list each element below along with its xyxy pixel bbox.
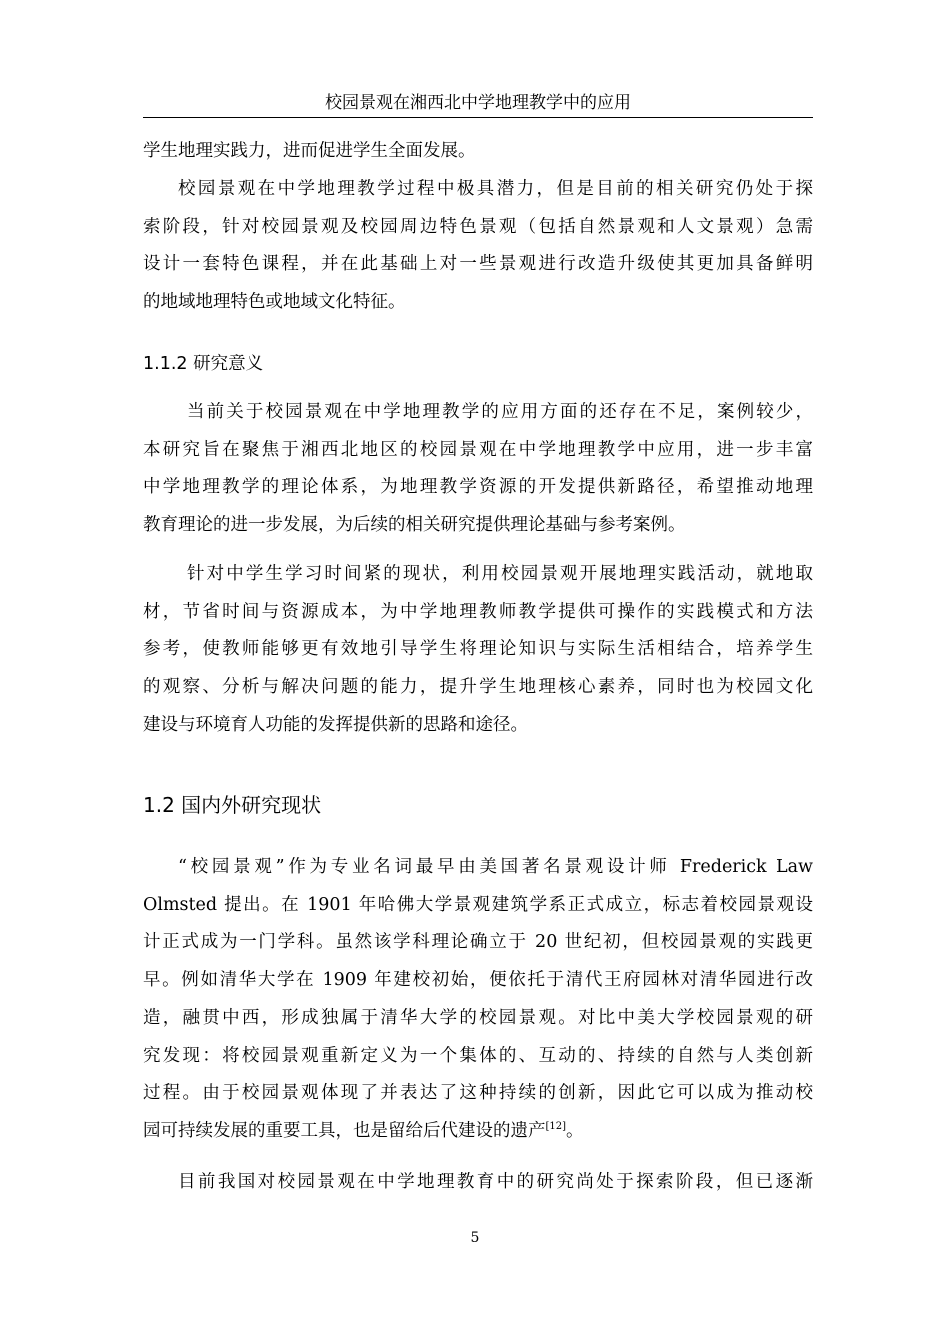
text-line: 究发现：将校园景观重新定义为一个集体的、互动的、持续的自然与人类创新 xyxy=(143,1045,813,1066)
paragraph-significance-practice xyxy=(143,556,813,745)
text-line: 本研究旨在聚焦于湘西北地区的校园景观在中学地理教学中应用，进一步丰富 xyxy=(143,439,813,460)
paragraph-significance-theory xyxy=(143,394,813,545)
text-line: 设计一套特色课程，并在此基础上对一些景观进行改造升级使其更加具备鲜明 xyxy=(143,254,813,275)
text-line: 参考，使教师能够更有效地引导学生将理论知识与实际生活相结合，培养学生 xyxy=(143,639,813,660)
running-header: 校园景观在湘西北中学地理教学中的应用 xyxy=(143,92,813,118)
text-line: 材，节省时间与资源成本，为中学地理教师教学提供可操作的实践模式和方法 xyxy=(143,601,813,622)
text-line: 建设与环境育人功能的发挥提供新的思路和途径。 xyxy=(143,714,528,735)
end-punctuation: 。 xyxy=(566,1120,584,1141)
page-number: 5 xyxy=(470,1230,480,1246)
text-line-with-citation xyxy=(143,1113,813,1151)
text-line: 索阶段，针对校园景观及校园周边特色景观（包括自然景观和人文景观）急需 xyxy=(143,216,813,237)
text-line: 的观察、分析与解决问题的能力，提升学生地理核心素养，同时也为校园文化 xyxy=(143,677,813,698)
text-line: 中学地理教学的理论体系，为地理教学资源的开发提供新路径，希望推动地理 xyxy=(143,477,813,498)
text-line: 当前关于校园景观在中学地理教学的应用方面的还存在不足，案例较少， xyxy=(187,402,813,422)
text-line: 园可持续发展的重要工具，也是留给后代建设的遗产 xyxy=(143,1120,546,1141)
text-line: 目前我国对校园景观在中学地理教育中的研究尚处于探索阶段，但已逐渐 xyxy=(178,1172,813,1192)
citation-reference: [12] xyxy=(545,1121,567,1133)
text-line: Olmsted 提出。在 1901 年哈佛大学景观建筑学系正式成立，标志着校园景观设 xyxy=(143,894,813,915)
text-line: “校园景观”作为专业名词最早由美国著名景观设计师 Frederick Law xyxy=(178,857,813,877)
section-heading-1-2: 1.2 国内外研究现状 xyxy=(143,793,322,817)
text-line: 造，融贯中西，形成独属于清华大学的校园景观。对比中美大学校园景观的研 xyxy=(143,1007,813,1028)
text-line: 教育理论的进一步发展，为后续的相关研究提供理论基础与参考案例。 xyxy=(143,515,686,536)
paragraph-research-status xyxy=(143,849,813,1151)
paragraph-continuation xyxy=(143,133,813,171)
text-line: 学生地理实践力，进而促进学生全面发展。 xyxy=(143,141,476,161)
text-line: 计正式成为一门学科。虽然该学科理论确立于 20 世纪初，但校园景观的实践更 xyxy=(143,932,813,953)
text-line: 校园景观在中学地理教学过程中极具潜力，但是目前的相关研究仍处于探 xyxy=(178,179,813,199)
text-line: 的地域地理特色或地域文化特征。 xyxy=(143,292,406,313)
section-heading-1-1-2: 1.1.2 研究意义 xyxy=(143,354,264,374)
paragraph-background xyxy=(143,171,813,322)
text-line: 针对中学生学习时间紧的现状，利用校园景观开展地理实践活动，就地取 xyxy=(187,564,813,584)
paragraph-domestic-status xyxy=(143,1164,813,1202)
text-line: 早。例如清华大学在 1909 年建校初始，便依托于清代王府园林对清华园进行改 xyxy=(143,970,813,991)
text-line: 过程。由于校园景观体现了并表达了这种持续的创新，因此它可以成为推动校 xyxy=(143,1083,813,1104)
